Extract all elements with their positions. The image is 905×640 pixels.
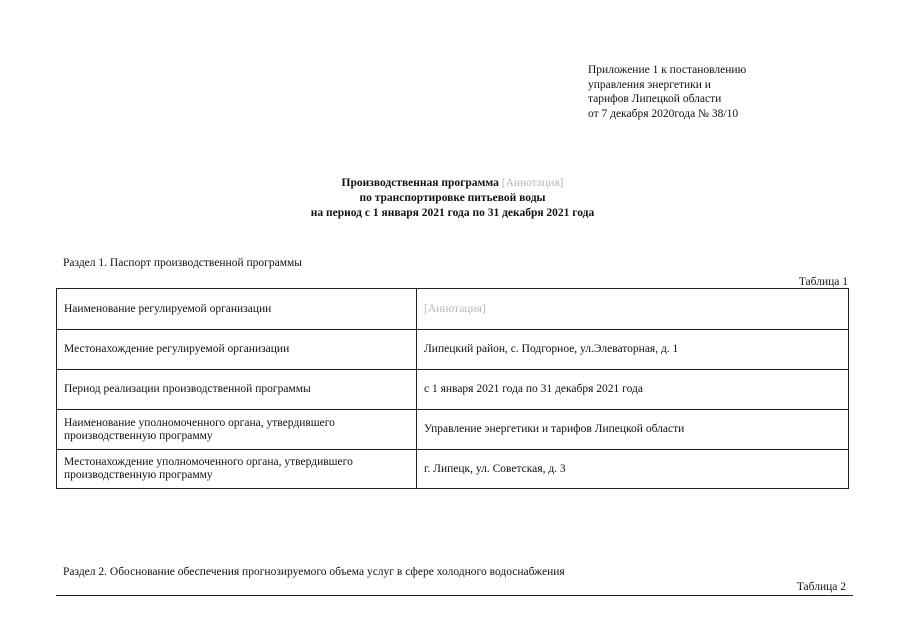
appendix-line: управления энергетики и — [588, 78, 711, 91]
document-title — [0, 176, 905, 221]
title-line-2: по транспортировке питьевой воды — [359, 192, 546, 204]
row-value-cell: Липецкий район, с. Подгорное, ул.Элеваторная, д. 1 — [417, 330, 849, 370]
table-1-label: Таблица 1 — [798, 276, 848, 288]
appendix-line: от 7 декабря 2020года № 38/10 — [588, 107, 739, 120]
appendix-reference — [588, 63, 746, 121]
row-value-cell: [Аннотация] — [417, 289, 849, 330]
row-value-cell: г. Липецк, ул. Советская, д. 3 — [417, 450, 849, 489]
redacted-annotation: [Аннотация] — [501, 177, 564, 189]
table-2-top-border — [56, 595, 853, 596]
passport-table — [56, 288, 849, 489]
table-row — [57, 450, 849, 489]
table-2-label: Таблица 2 — [796, 581, 846, 593]
section-2-heading: Раздел 2. Обоснование обеспечения прогнозируемого объема услуг в сфере холодного водоснабжения — [63, 566, 565, 578]
table-row — [57, 289, 849, 330]
appendix-line: Приложение 1 к постановлению — [588, 64, 747, 76]
section-1-heading: Раздел 1. Паспорт производственной программы — [63, 257, 302, 269]
row-name-cell: Период реализации производственной программы — [57, 370, 417, 410]
title-line-3: на период с 1 января 2021 года по 31 декабря 2021 года — [310, 207, 595, 219]
table-row — [57, 370, 849, 410]
row-value-cell: с 1 января 2021 года по 31 декабря 2021 года — [417, 370, 849, 410]
row-value-cell: Управление энергетики и тарифов Липецкой области — [417, 410, 849, 450]
appendix-line: тарифов Липецкой области — [588, 93, 722, 105]
row-name-cell: Наименование уполномоченного органа, утвердившего производственную программу — [57, 410, 417, 450]
title-line-1 — [0, 176, 905, 191]
title-text: Производственная программа — [341, 177, 499, 189]
row-name-cell: Наименование регулируемой организации — [57, 289, 417, 330]
row-name-cell: Местонахождение регулируемой организации — [57, 330, 417, 370]
table-row — [57, 330, 849, 370]
row-name-cell: Местонахождение уполномоченного органа, утвердившего производственную программу — [57, 450, 417, 489]
table-row — [57, 410, 849, 450]
